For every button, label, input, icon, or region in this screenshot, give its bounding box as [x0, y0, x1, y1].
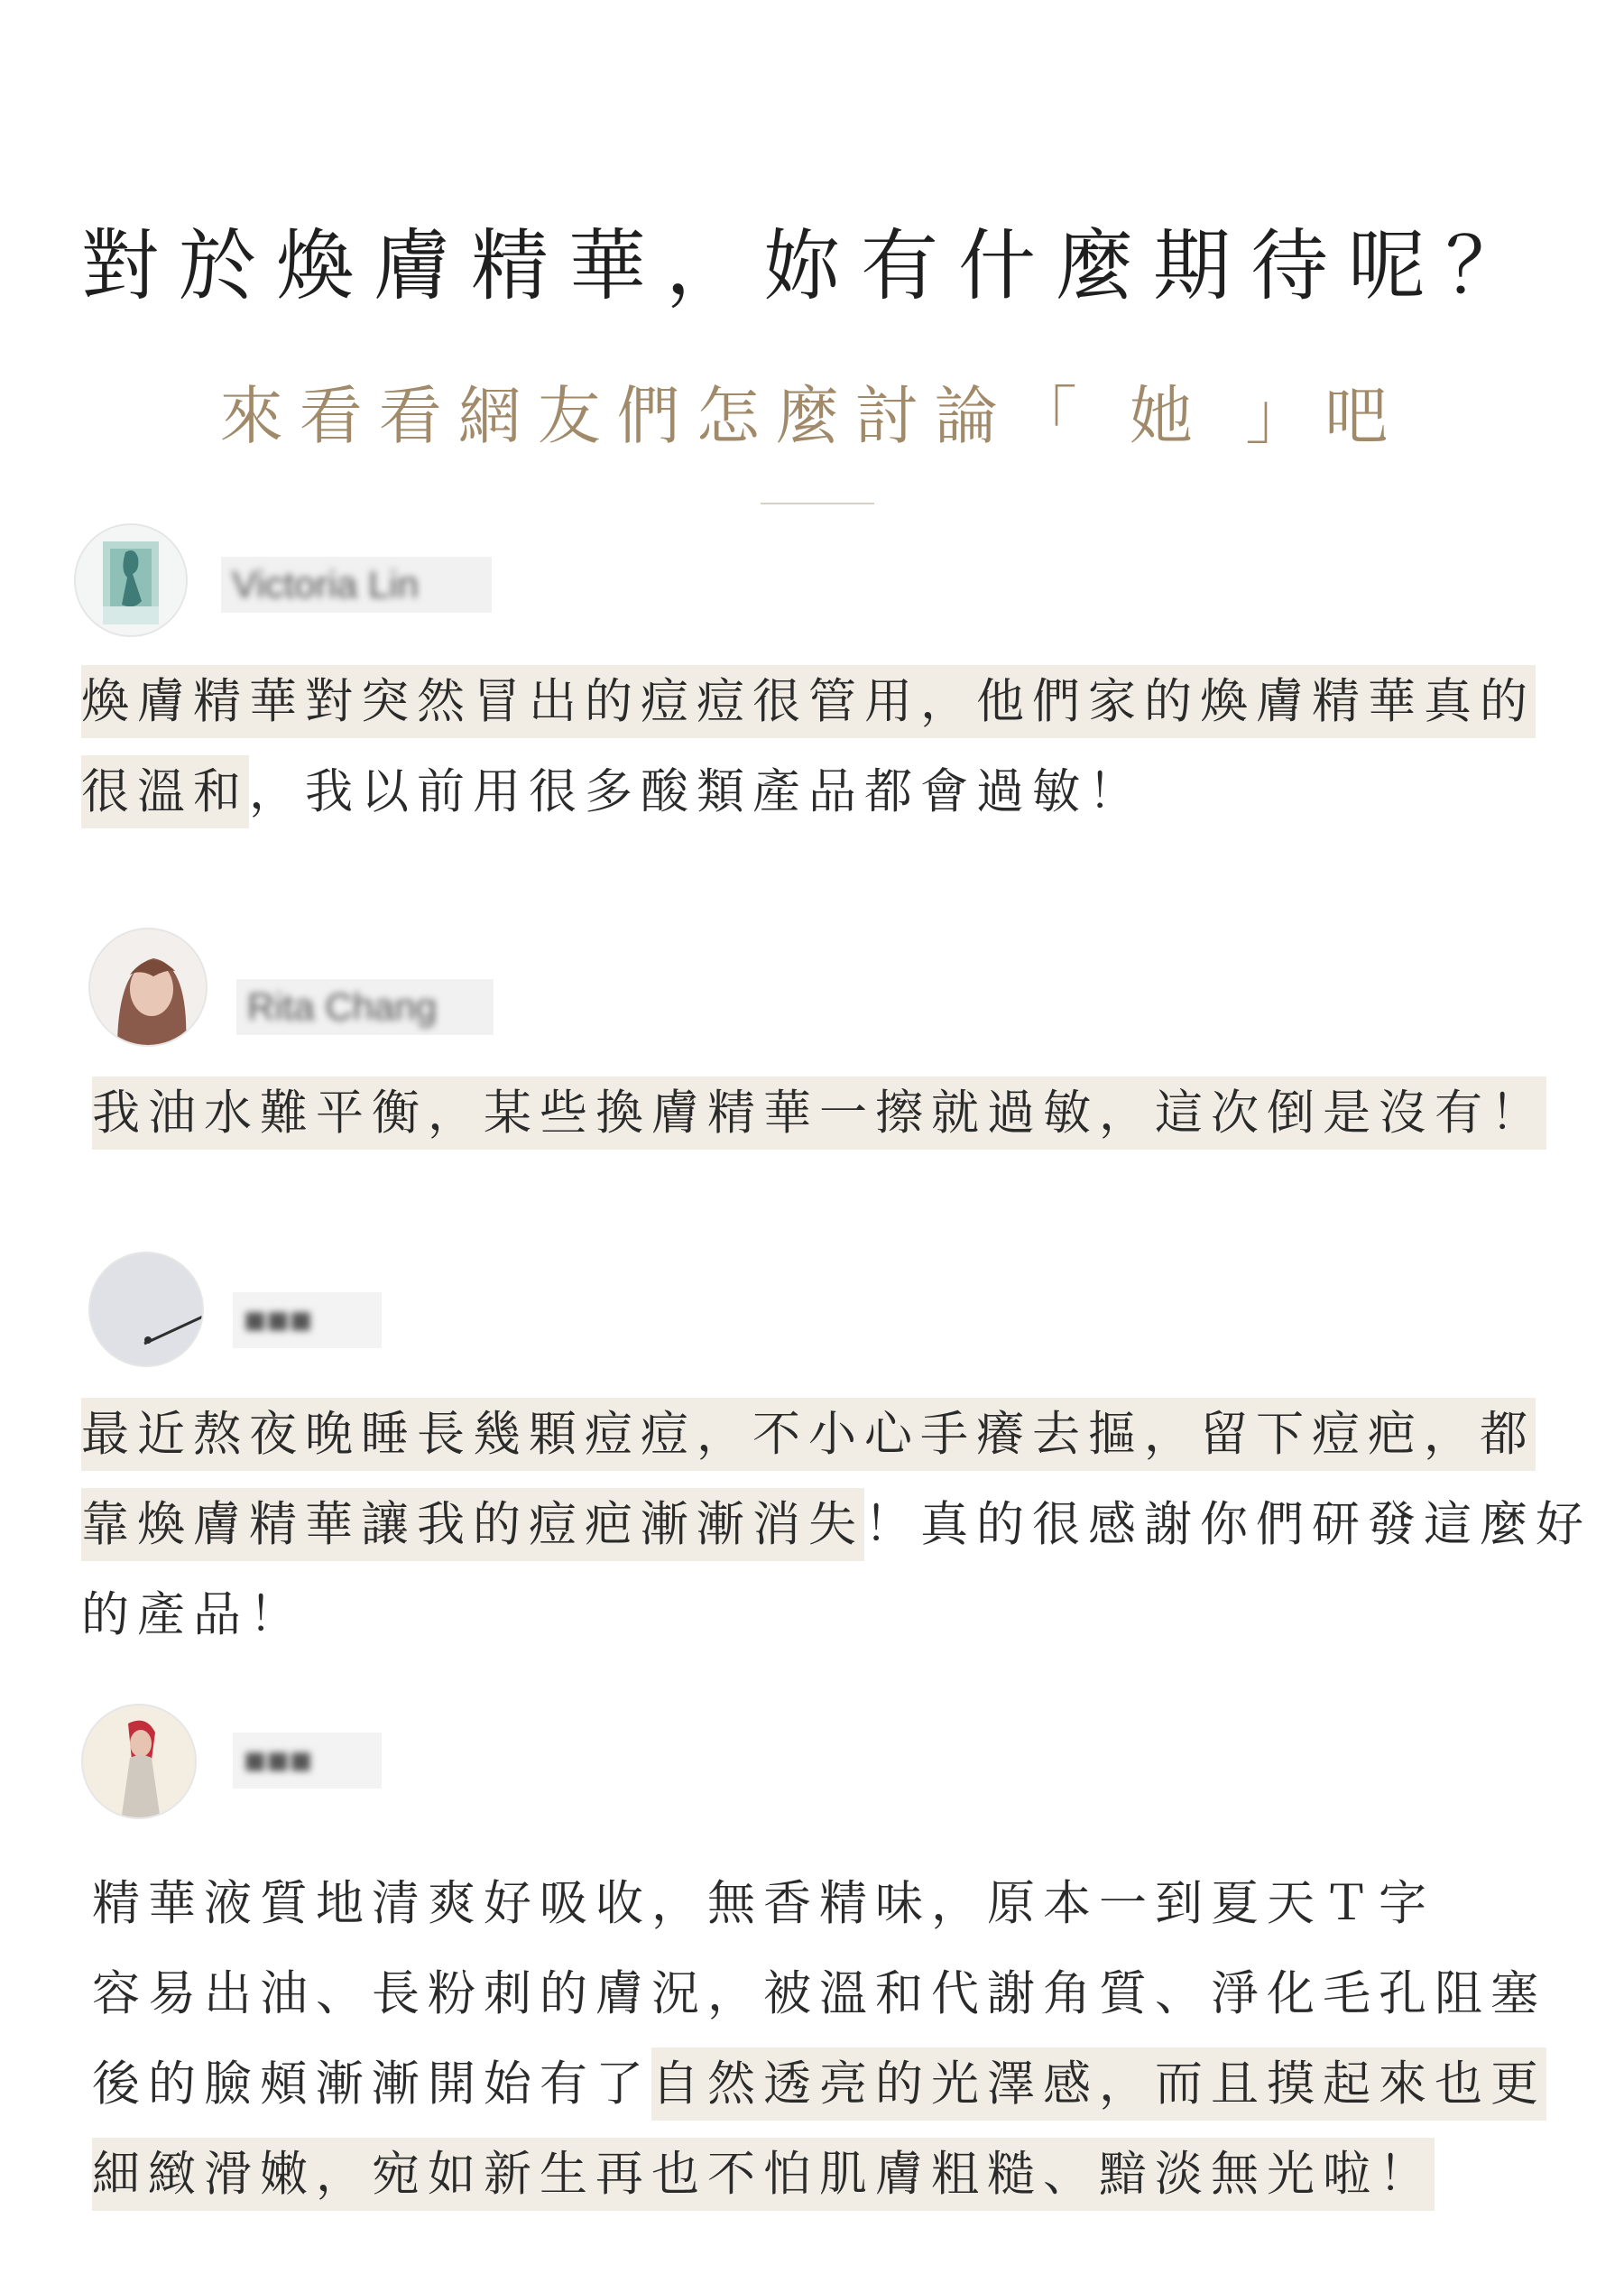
- user-name: Victoria Lin: [221, 557, 492, 613]
- comment-line: 靠煥膚精華讓我的痘疤漸漸消失！真的很感謝你們研發這麼好: [81, 1480, 1592, 1570]
- user-name: ■■■: [233, 1292, 382, 1348]
- comment-line: 後的臉頰漸漸開始有了自然透亮的光澤感，而且摸起來也更: [92, 2039, 1546, 2130]
- comment-line: 很溫和，我以前用很多酸類產品都會過敏！: [81, 747, 1536, 837]
- avatar: [88, 928, 208, 1047]
- page-subtitle: 來看看網友們怎麼討論「 她 」吧: [219, 379, 1405, 453]
- comment-line: 煥膚精華對突然冒出的痘痘很管用，他們家的煥膚精華真的: [81, 657, 1536, 747]
- user-name: Rita Chang: [236, 979, 494, 1035]
- comment-line: 最近熬夜晚睡長幾顆痘痘，不小心手癢去摳，留下痘疤，都: [81, 1390, 1592, 1480]
- divider: [761, 503, 874, 504]
- comment-line: 細緻滑嫩，宛如新生再也不怕肌膚粗糙、黯淡無光啦！: [92, 2130, 1546, 2220]
- avatar: [88, 1252, 204, 1367]
- user-name: ■■■: [233, 1733, 382, 1789]
- comment-text: [81, 1390, 1592, 1660]
- comment-line: 容易出油、長粉刺的膚況，被溫和代謝角質、淨化毛孔阻塞: [92, 1966, 1546, 2021]
- comment-line: 的產品！: [81, 1587, 305, 1642]
- comment-line: 我油水難平衡，某些換膚精華一擦就過敏，這次倒是沒有！: [92, 1068, 1546, 1159]
- comment-text: [81, 657, 1536, 837]
- avatar: [74, 523, 188, 637]
- comment-line: 精華液質地清爽好吸收，無香精味，原本一到夏天Ｔ字: [92, 1876, 1435, 1931]
- comment-text: [92, 1859, 1546, 2220]
- comment-text: [92, 1068, 1546, 1159]
- avatar: [81, 1704, 197, 1819]
- page-title: 對於煥膚精華，妳有什麼期待呢？: [81, 221, 1543, 311]
